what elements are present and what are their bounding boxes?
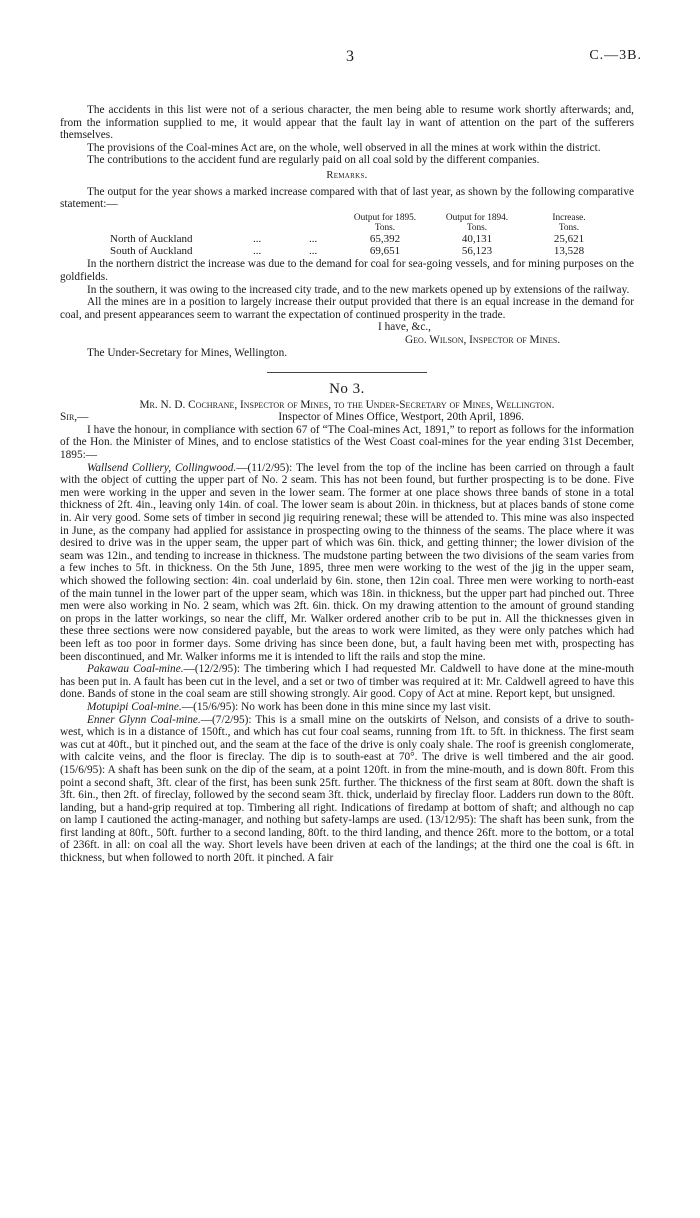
report-text: —(15/6/95): No work has been done in this mine since my last visit. [181,700,491,713]
output-1894: 40,131 [461,232,493,245]
leader-dots: ... [253,232,262,245]
column-unit: Tons. [558,222,580,233]
increase: 25,621 [553,232,585,245]
analysis-paragraph: In the northern district the increase was due to the demand for coal for sea-going vessels, and for mining purposes on the goldfields. [60,258,634,283]
report-paragraph [60,462,634,664]
leader-dots: ... [309,232,318,245]
output-1894: 56,123 [461,245,493,258]
column-header: Output for 1895. [353,212,417,223]
table-units-row [110,223,615,233]
table-header-row [110,213,615,223]
intro-paragraph: The accidents in this list were not of a serious character, the men being able to resume work shortly afterwards; and, from the information supplied to me, it would appear that the fault lay in want of attention on the part of the sufferers themselves. [60,104,634,142]
page-header [0,48,700,70]
intro-paragraph: The contributions to the accident fund are regularly paid on all coal sold by the different companies. [87,154,540,167]
page-number: 3 [346,48,354,65]
row-label: South of Auckland [110,245,193,258]
mine-name: Enner Glynn Coal-mine. [87,713,201,726]
mine-name: Wallsend Colliery, Collingwood. [87,461,237,474]
page-content [60,104,634,865]
table-row [110,233,615,245]
leader-dots: ... [253,245,262,258]
report-paragraph [60,701,634,714]
column-header: Output for 1894. [445,212,509,223]
signature: Geo. Wilson, Inspector of Mines. [405,333,561,346]
remarks-intro: The output for the year shows a marked increase compared with that of last year, as shown by the following comparative statement:— [60,185,634,211]
report-paragraph [60,424,634,462]
salutation-line [60,411,634,424]
mine-name: Motupipi Coal-mine. [87,700,182,713]
addressee: The Under-Secretary for Mines, Wellington. [87,346,288,359]
closing-line: I have, &c., [378,321,432,334]
report-text: —(12/2/95): The timbering which I had requested Mr. Caldwell to have done at the mine-mouth has been put in. A fault has been cut in the level, and a set or two of timber was required at it: Mr. Caldwell agreed to have this done. Bands of stone in the coal seam are still showing strongly. Air good. Copy of Act at mine. Report kept, but unsigned. [60,663,634,701]
table-row [110,245,615,257]
analysis-paragraph: All the mines are in a position to largely increase their output provided that there is an equal increase in the demand for coal, and present appearances seem to warrant the expectation of continued prosperity in the trade. [60,296,634,321]
intro-paragraph: The provisions of the Coal-mines Act are, on the whole, well observed in all the mines at work within the district. [87,141,601,154]
salutation: Sir,— [60,411,89,424]
report-paragraph [60,663,634,701]
output-1895: 69,651 [369,245,401,258]
analysis-paragraph: In the southern, it was owing to the increased city trade, and to the new markets opened up by extensions of the railway. [87,283,630,296]
report-text: I have the honour, in compliance with section 67 of “The Coal-mines Act, 1891,” to report as follows for the information of the Hon. the Minister of Mines, and to enclose statistics of the West Coast coal-mines for the year ending 31st December, 1895:— [60,423,634,462]
leader-dots: ... [309,245,318,258]
section-subtitle: Mr. N. D. Cochrane, Inspector of Mines, to the Under-Secretary of Mines, Wellington. [139,398,555,411]
report-text: —(11/2/95): The level from the top of the incline has been carried on through a fault with the object of cutting the upper part of No. 2 seam. This has not been found, but further prospecting is to be done. Five men were working in the upper and seven in the lower seam. The former at one place shows three bands of stone in a total thickness of 2ft. 4in., leaving only 14in. of coal. The lower seam is about 20in. in thickness, but at places bands of stone come in. Air very good. Some sets of timber in second jig requiring renewal; these will be attended to. This mine was also inspected in June, as the company had applied for assistance in prospecting owing to the thinness of the seams. The place where it was desired to drive was in the upper seam, the upper part of which was 6in. thick, and getting thinner; the lower division of the seam was 12in., and tending to increase in thickness. The mudstone parting between the two divisions of the seam varies from a few inches to 5ft. in thickness. On the 5th June, 1895, three men were working to the west of the jig in the upper seam, which showed the following section: 4in. coal underlaid by 6in. stone, then 12in coal. Three men were working to north-east of the main tunnel in the lower part of the upper seam, which was 18in. in thickness, but the upper part had pinched out. Three men were also working in No. 2 seam, which was 2ft. 6in. thick. On my drawing attention to the amount of ground standing on props in the latter workings, so near the cliff, Mr. Walker ordered another crib to be put in. All the thicknesses given in these three sections were now considered payable, but the areas to work were limited, as they were only patches which had been left as too poor in former days. Some driving has since been done, but, a fault having been met with, prospecting has been discontinued, and Mr. Walker informs me it is intended to lift the rails and stop the mine. [60,461,634,663]
output-comparison-table [110,213,615,258]
column-unit: Tons. [466,222,488,233]
report-text: —(7/2/95): This is a small mine on the outskirts of Nelson, and consists of a drive to south-west, which is in a distance of 150ft., and which has cut four coal seams, running from 1ft. to 5ft. in thickness. The first seam was cut at 40ft., but it pinched out, and the seam at the face of the drive is only coaly shale. The roof is greenish conglomerate, with calcite veins, and the floor is fireclay. The dip is to south-east at 70°. The drive is well timbered and the air good. (15/6/95): A shaft has been sunk on the dip of the seam, at a point 120ft. in from the mine-mouth, and is down 80ft. From this point a second shaft, 3ft. clear of the first, has been sunk 25ft. further. The thickness of the first seam at 80ft. down the shaft is 3ft. 6in., then 2ft. of fireclay, followed by the second seam 3ft. thick, underlaid by fireclay floor. Ladders run down to the 80ft. landing, but a hand-grip required at top. Timbering all right. Indications of firedamp at bottom of shaft; and although no cap on lamp I cautioned the acting-manager, and nothing but safety-lamps are used. (13/12/95): The shaft has been sunk, from the first landing at 80ft., 50ft. further to a second landing, 80ft. to the third landing, and thence 26ft. more to the bottom, or a total of 236ft. in all: on coal all the way. Short levels have been driven at each of the landings; at the third one the coal is 6ft. in thickness, but when followed to north 20ft. it pinched. A fair [60,713,634,865]
report-paragraph [60,714,634,865]
mine-name: Pakawau Coal-mine. [87,663,184,676]
increase: 13,528 [553,245,585,258]
section-divider [267,372,427,373]
section-title: No 3. [329,381,365,398]
document-reference: C.—3B. [589,48,642,63]
row-label: North of Auckland [110,232,193,245]
letter-address: Inspector of Mines Office, Westport, 20th April, 1896. [278,411,524,424]
column-header: Increase. [552,212,586,223]
column-unit: Tons. [374,222,396,233]
output-1895: 65,392 [369,232,401,245]
remarks-heading: Remarks. [326,169,368,181]
